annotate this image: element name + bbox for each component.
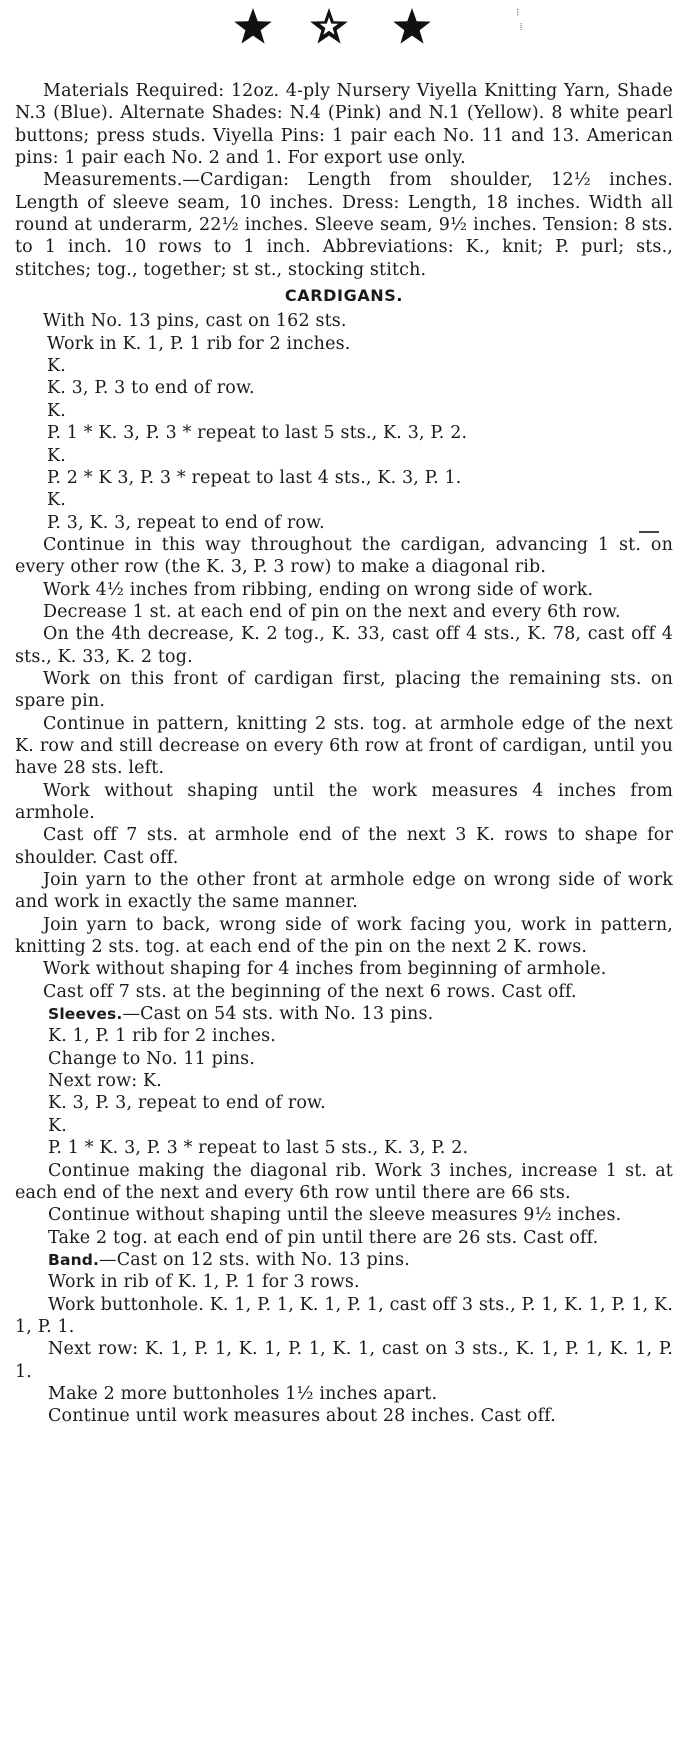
instruction-paragraph: Cast off 7 sts. at the beginning of the next 6 rows. Cast off. — [43, 981, 577, 1002]
instruction-paragraph: Continue in this way throughout the cardigan, advancing 1 st. on every other row (the K. 3, P. 3 row) to make a diagonal rib. — [15, 534, 673, 578]
pattern-line: P. 1 * K. 3, P. 3 * repeat to last 5 sts., K. 3, P. 2. — [47, 423, 468, 444]
corner-mark-icon: ⁝ ⁞ — [516, 6, 523, 33]
instruction-paragraph: Cast off 7 sts. at armhole end of the next 3 K. rows to shape for shoulder. Cast off. — [15, 825, 673, 868]
measurements-paragraph: Measurements.—Cardigan: Length from shoulder, 12½ inches. Length of sleeve seam, 10 inches. Dress: Length, 18 inches. Width all round at underarm, 22½ inches. Sleeve seam, 9½ inches. Tension: 8 sts. to 1 inch. 10 rows to 1 inch. Abbreviations: K., knit; P. purl; sts., stitches; tog., together; st st., stocking stitch. — [15, 170, 673, 280]
materials-paragraph: Materials Required: 12oz. 4-ply Nursery Viyella Knitting Yarn, Shade N.3 (Blue). Alternate Shades: N.4 (Pink) and N.1 (Yellow). 8 white pearl buttons; press studs. Viyella Pins: 1 pair each No. 11 and 13. American pins: 1 pair each No. 2 and 1. For export use only. — [15, 81, 673, 169]
pattern-line: K. — [47, 400, 66, 421]
band-first-line: —Cast on 12 sts. with No. 13 pins. — [99, 1249, 410, 1270]
pattern-line: K. 3, P. 3 to end of row. — [47, 378, 255, 399]
instruction-paragraph: Decrease 1 st. at each end of pin on the next and every 6th row. — [43, 601, 621, 622]
sleeve-rows — [15, 1025, 673, 1159]
instruction-paragraph: Continue in pattern, knitting 2 sts. tog. at armhole edge of the next K. row and still decrease on every 6th row at front of cardigan, until you have 28 sts. left. — [15, 713, 673, 779]
sleeves-first-line: —Cast on 54 sts. with No. 13 pins. — [122, 1004, 434, 1025]
instruction-paragraph: Join yarn to back, wrong side of work facing you, work in pattern, knitting 2 sts. tog. at each end of the pin on the next 2 K. rows. — [15, 914, 673, 958]
margin-dash — [639, 531, 659, 533]
pattern-line: K. 3, P. 3, repeat to end of row. — [48, 1093, 326, 1114]
instruction-paragraph: Continue making the diagonal rib. Work 3 inches, increase 1 st. at each end of the next and every 6th row until there are 66 sts. — [15, 1160, 673, 1203]
instruction-paragraph: Continue until work measures about 28 inches. Cast off. — [48, 1406, 556, 1427]
sleeves-intro — [15, 1003, 673, 1025]
pattern-line: P. 1 * K. 3, P. 3 * repeat to last 5 sts., K. 3, P. 2. — [48, 1138, 469, 1159]
instruction-paragraph: Make 2 more buttonholes 1½ inches apart. — [48, 1383, 438, 1404]
pattern-line: With No. 13 pins, cast on 162 sts. — [43, 311, 347, 332]
instruction-paragraph: Join yarn to the other front at armhole edge on wrong side of work and work in exactly the same manner. — [15, 870, 673, 913]
pattern-line: Change to No. 11 pins. — [48, 1048, 256, 1069]
pattern-line: K. — [48, 1115, 67, 1136]
pattern-line: K. — [47, 356, 66, 377]
pattern-line: K. — [47, 445, 66, 466]
band-intro — [15, 1249, 673, 1271]
pattern-line: Work in K. 1, P. 1 rib for 2 inches. — [47, 333, 351, 354]
instruction-paragraph: Work without shaping for 4 inches from beginning of armhole. — [43, 959, 607, 980]
instruction-paragraph: Work buttonhole. K. 1, P. 1, K. 1, P. 1, cast off 3 sts., P. 1, K. 1, P. 1, K. 1, P. 1. — [15, 1294, 673, 1337]
star-icon-right — [392, 6, 432, 46]
pattern-line: K. — [47, 490, 66, 511]
instruction-paragraph: On the 4th decrease, K. 2 tog., K. 33, cast off 4 sts., K. 78, cast off 4 sts., K. 33, K. 2 tog. — [15, 624, 673, 667]
pattern-line: P. 3, K. 3, repeat to end of row. — [47, 512, 325, 533]
instruction-paragraph: Work without shaping until the work measures 4 inches from armhole. — [15, 780, 673, 823]
sleeves-label: Sleeves. — [48, 1005, 123, 1024]
pattern-text — [15, 80, 673, 1428]
pattern-line: Work in rib of K. 1, P. 1 for 3 rows. — [48, 1272, 360, 1293]
star-icon-center — [309, 6, 349, 46]
pattern-line: Next row: K. — [48, 1071, 162, 1092]
section-heading-cardigans: CARDIGANS. — [284, 286, 404, 306]
pattern-line: P. 2 * K 3, P. 3 * repeat to last 4 sts., K. 3, P. 1. — [47, 467, 462, 488]
star-icon-left — [233, 6, 273, 46]
pattern-line: K. 1, P. 1 rib for 2 inches. — [48, 1026, 276, 1047]
instruction-paragraph: Work 4½ inches from ribbing, ending on wrong side of work. — [43, 579, 594, 600]
instruction-paragraph: Work on this front of cardigan first, placing the remaining sts. on spare pin. — [15, 668, 673, 712]
instruction-paragraph: Continue without shaping until the sleeve measures 9½ inches. — [48, 1205, 622, 1226]
cardigan-rows — [15, 310, 673, 533]
star-ornament-row — [0, 0, 681, 60]
band-label: Band. — [48, 1250, 100, 1269]
instruction-paragraph: Next row: K. 1, P. 1, K. 1, P. 1, K. 1, cast on 3 sts., K. 1, P. 1, K. 1, P. 1. — [15, 1339, 673, 1382]
instruction-paragraph: Take 2 tog. at each end of pin until there are 26 sts. Cast off. — [48, 1227, 599, 1248]
